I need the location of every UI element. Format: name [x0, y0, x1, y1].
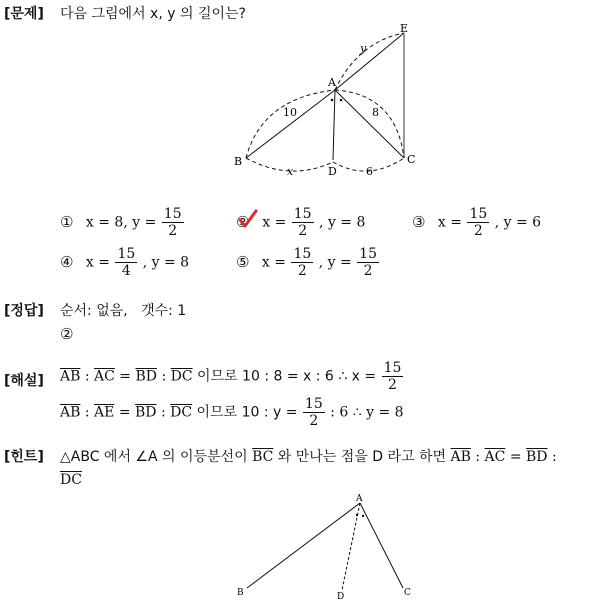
- segment-AB: [246, 90, 335, 158]
- option-5-mark: ⑤: [236, 252, 250, 271]
- option-3-tail: , y = 6: [494, 214, 542, 231]
- option-4-text: x =: [85, 254, 115, 271]
- option-1[interactable]: [60, 206, 185, 239]
- checkmark-icon: [238, 209, 258, 229]
- option-4-den: 4: [121, 263, 131, 279]
- hint-tag: [힌트]: [4, 449, 44, 465]
- hint-line-2: $\overline{DC}$: [60, 472, 82, 488]
- option-5-num2: 15: [359, 246, 377, 262]
- solution-line-1: $\overline{AB}$ : $\overline{AC} = \overline{BD}$ : $\overline{DC}$ 이므로 10 : 8 = x : 6 ∴ x = $\frac{15}{2}$: [60, 360, 402, 393]
- option-4-num: 15: [117, 246, 136, 262]
- hint-line-1: △ABC 에서 ∠A 의 이등분선이 $\overline{BC}$ 와 만나는 점을 D 라고 하면 $\overline{AB}$ : $\overline{AC} = \overline{BD}$ :: [60, 449, 557, 465]
- segment-AC: [360, 503, 403, 588]
- option-2[interactable]: [236, 206, 365, 239]
- option-1-den: 2: [168, 223, 178, 239]
- label-B: B: [237, 588, 244, 598]
- segment-AE: [335, 33, 404, 90]
- option-2-num: 15: [293, 206, 312, 222]
- label-D: D: [337, 592, 345, 600]
- option-5-text: x =: [261, 254, 291, 271]
- angle-mark: [331, 99, 334, 102]
- option-5-den2: 2: [363, 263, 373, 279]
- option-4-tail: , y = 8: [142, 254, 190, 271]
- solution-line-2: $\overline{AB}$ : $\overline{AE} = \overline{BD}$ : $\overline{DC}$ 이므로 10 : y = $\frac{15}{2}$ : 6 ∴ y = 8: [60, 396, 404, 429]
- option-2-tail: , y = 8: [319, 214, 366, 231]
- option-3-den: 2: [473, 223, 483, 239]
- problem-tag: [문제]: [4, 6, 44, 22]
- bisector-figure: [230, 490, 430, 600]
- option-1-mark: ①: [60, 212, 74, 231]
- segment-AB: [247, 503, 360, 588]
- option-1-num: 15: [163, 206, 182, 222]
- angle-mark: [362, 515, 364, 517]
- option-2-text: x =: [262, 214, 291, 231]
- label-A: A: [356, 494, 363, 504]
- option-2-den: 2: [298, 223, 308, 239]
- length-AB: 10: [283, 106, 297, 119]
- option-4[interactable]: [60, 246, 189, 279]
- label-D: D: [328, 165, 337, 178]
- answer-choice: ②: [60, 325, 74, 343]
- option-5-den: 2: [297, 263, 307, 279]
- label-C: C: [404, 588, 411, 598]
- option-3-mark: ③: [412, 212, 426, 231]
- option-3-num: 15: [469, 206, 488, 222]
- length-DC: 6: [366, 165, 373, 178]
- option-1-text: x = 8, y =: [85, 214, 161, 231]
- option-4-mark: ④: [60, 252, 74, 271]
- option-5-num: 15: [293, 246, 312, 262]
- segment-AD: [333, 90, 335, 160]
- option-2-mark: ②: [236, 213, 254, 231]
- label-B: B: [234, 155, 243, 168]
- label-E: E: [400, 22, 409, 35]
- angle-mark: [340, 99, 343, 102]
- label-C: C: [407, 153, 416, 166]
- option-3-text: x =: [437, 214, 467, 231]
- length-AC: 8: [372, 106, 379, 119]
- label-A: A: [328, 76, 336, 89]
- triangle-figure: [228, 20, 428, 185]
- option-5-tail: , y =: [318, 254, 357, 271]
- length-BD: x: [287, 165, 294, 178]
- length-AE: y: [360, 42, 367, 55]
- option-3[interactable]: [412, 206, 541, 239]
- option-5[interactable]: [236, 246, 380, 279]
- answer-tag: [정답]: [4, 303, 44, 319]
- problem-question: 다음 그림에서 x, y 의 길이는?: [60, 6, 246, 22]
- solution-tag: [해설]: [4, 373, 44, 389]
- angle-mark: [356, 514, 358, 516]
- answer-order: 순서: 없음, 갯수: 1: [60, 303, 187, 319]
